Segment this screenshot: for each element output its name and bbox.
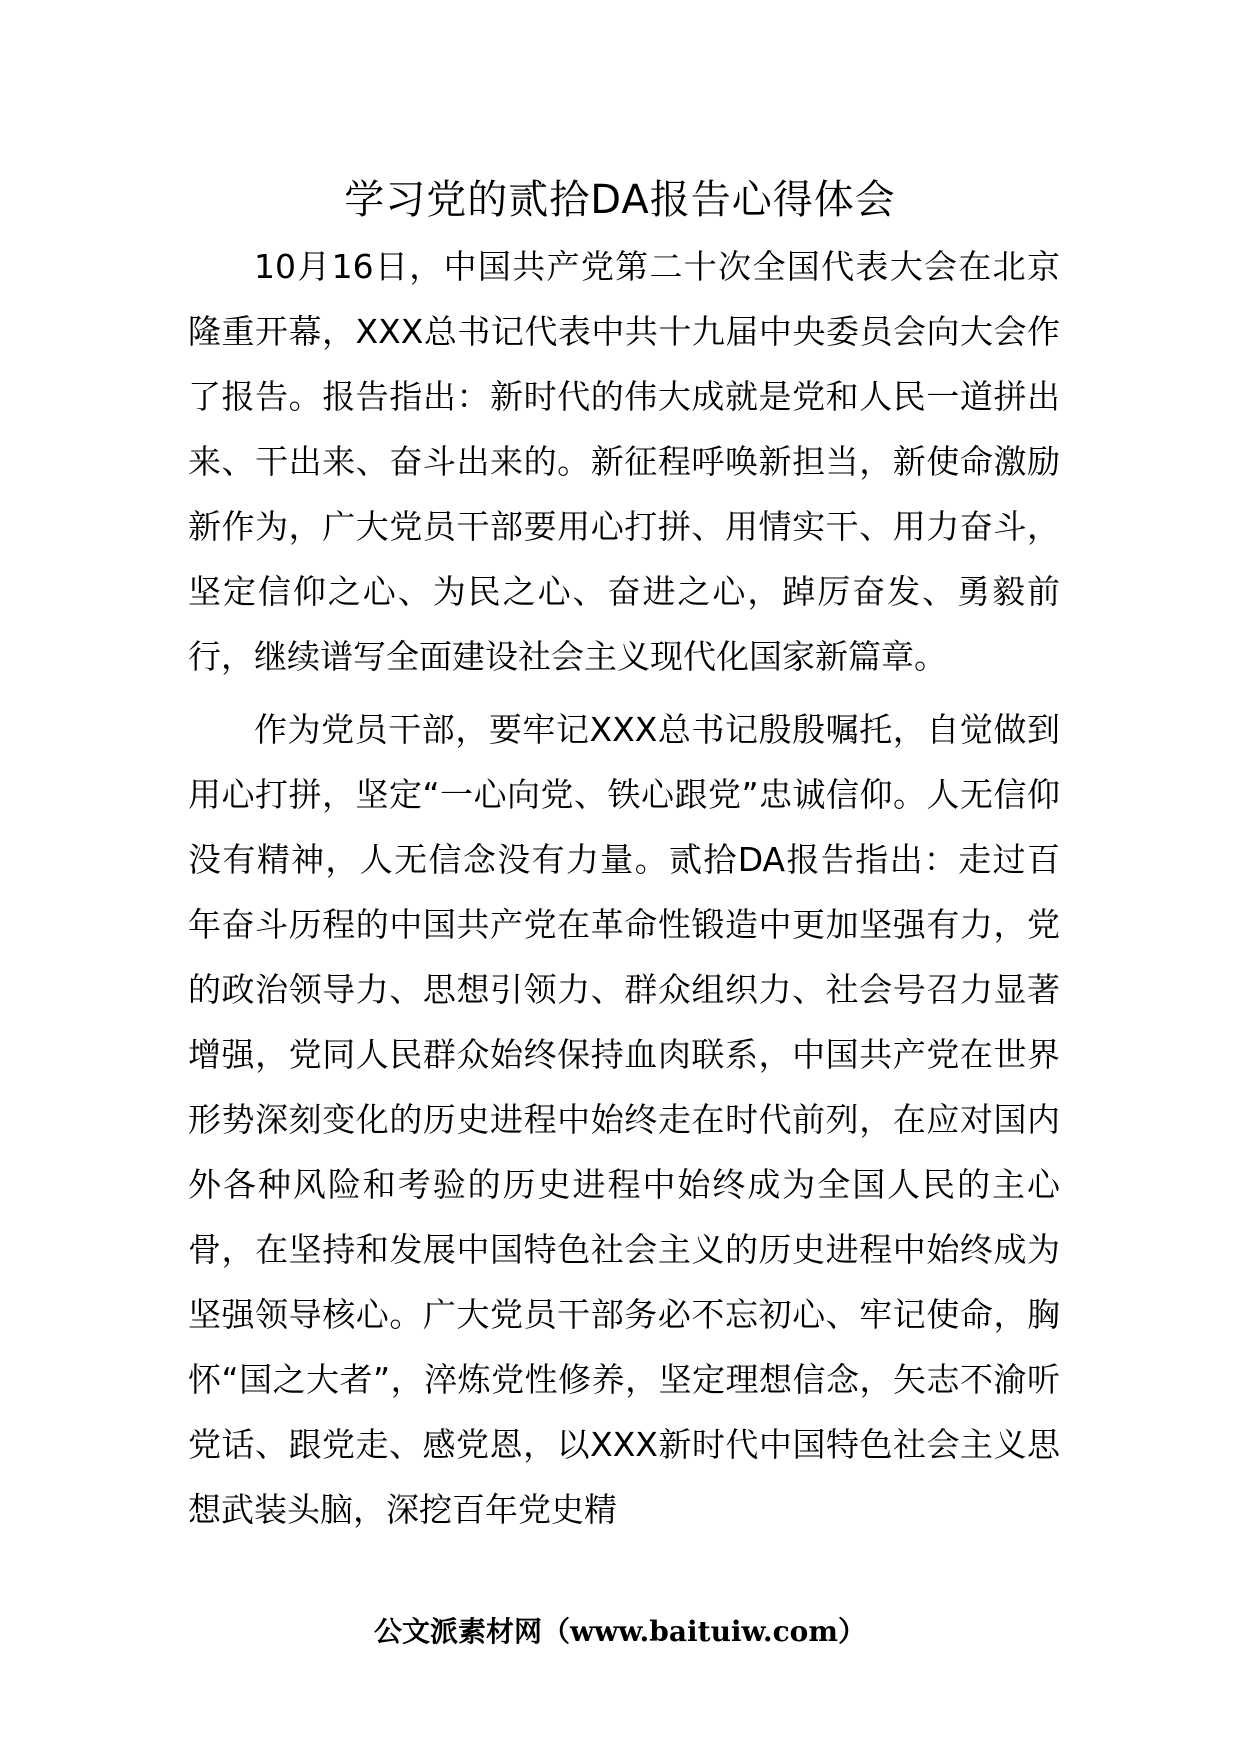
footer-watermark: 公文派素材网（www.baituiw.com） (374, 1615, 866, 1648)
paragraph-1: 10月16日，中国共产党第二十次全国代表大会在北京隆重开幕，XXX总书记代表中共十九届中央委员会向大会作了报告。报告指出：新时代的伟大成就是党和人民一道拼出来、干出来、奋斗出来的。新征程呼唤新担当，新使命激励新作为，广大党员干部要用心打拼、用情实干、用力奋斗，坚定信仰之心、为民之心、奋进之心，踔厉奋发、勇毅前行，继续谱写全面建设社会主义现代化国家新篇章。 (188, 247, 1060, 676)
document-title: 学习党的贰拾DA报告心得体会 (344, 177, 896, 223)
document-body (188, 234, 1060, 1542)
paragraph-2: 作为党员干部，要牢记XXX总书记殷殷嘱托，自觉做到用心打拼，坚定“一心向党、铁心跟党”忠诚信仰。人无信仰没有精神，人无信念没有力量。贰拾DA报告指出：走过百年奋斗历程的中国共产党在革命性锻造中更加坚强有力，党的政治领导力、思想引领力、群众组织力、社会号召力显著增强，党同人民群众始终保持血肉联系，中国共产党在世界形势深刻变化的历史进程中始终走在时代前列，在应对国内外各种风险和考验的历史进程中始终成为全国人民的主心骨，在坚持和发展中国特色社会主义的历史进程中始终成为坚强领导核心。广大党员干部务必不忘初心、牢记使命，胸怀“国之大者”，淬炼党性修养，坚定理想信念，矢志不渝听党话、跟党走、感党恩，以XXX新时代中国特色社会主义思想武装头脑，深挖百年党史精 (188, 710, 1060, 1529)
